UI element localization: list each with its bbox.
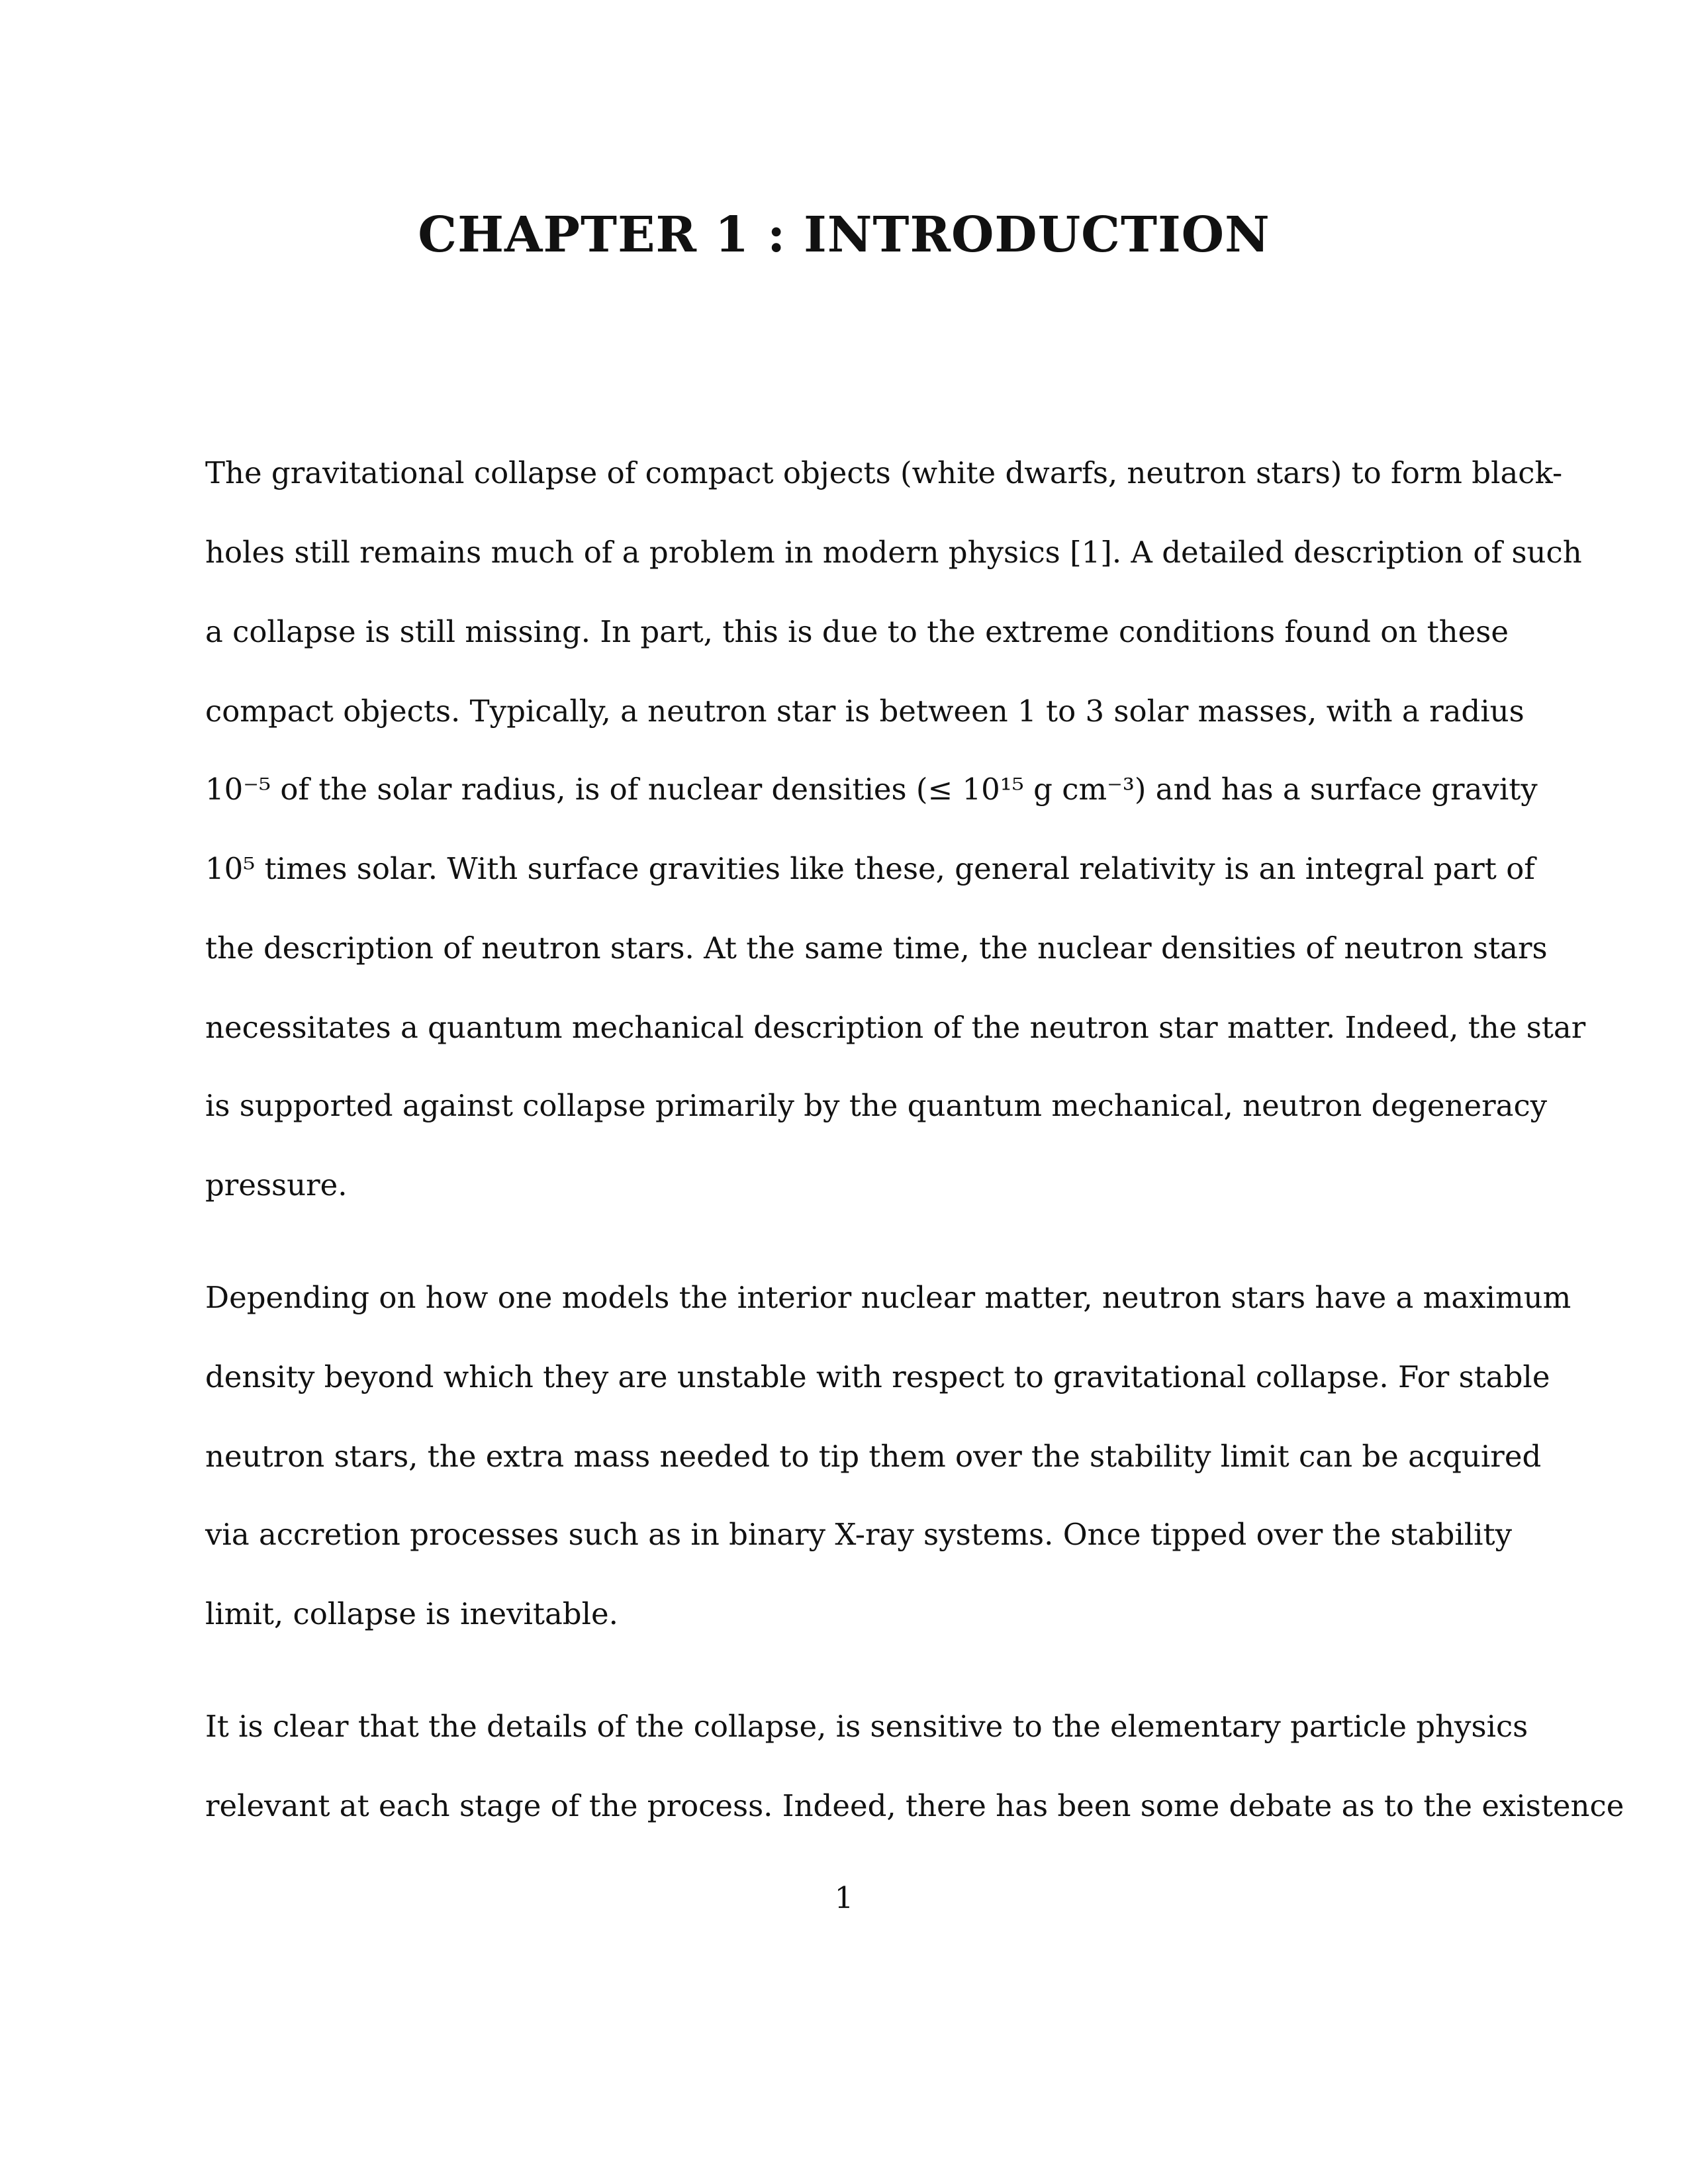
paragraph-line: holes still remains much of a problem in modern physics [1]. A detailed description of such [205,535,1582,570]
chapter-title: CHAPTER 1 : INTRODUCTION [418,206,1270,263]
page-number: 1 [834,1880,854,1915]
paragraph-line: The gravitational collapse of compact objects (white dwarfs, neutron stars) to form black- [205,455,1563,490]
paragraph-line: 10⁻⁵ of the solar radius, is of nuclear densities (≤ 10¹⁵ g cm⁻³) and has a surface gravity [205,772,1538,807]
paragraph-line: is supported against collapse primarily by the quantum mechanical, neutron degeneracy [205,1088,1548,1123]
paragraph-line: density beyond which they are unstable with respect to gravitational collapse. For stable [205,1359,1550,1394]
paragraph-line: limit, collapse is inevitable. [205,1596,618,1631]
paragraph-line: compact objects. Typically, a neutron star is between 1 to 3 solar masses, with a radius [205,694,1524,729]
paragraph-line: relevant at each stage of the process. Indeed, there has been some debate as to the existence [205,1788,1624,1823]
paragraph-line: Depending on how one models the interior nuclear matter, neutron stars have a maximum [205,1280,1571,1315]
paragraph-line: necessitates a quantum mechanical description of the neutron star matter. Indeed, the star [205,1010,1586,1045]
paragraph-line: 10⁵ times solar. With surface gravities like these, general relativity is an integral part of [205,851,1535,886]
paragraph-line: a collapse is still missing. In part, this is due to the extreme conditions found on these [205,614,1509,649]
paragraph-line: pressure. [205,1167,348,1203]
paragraph-line: the description of neutron stars. At the same time, the nuclear densities of neutron stars [205,931,1548,966]
paragraph-line: neutron stars, the extra mass needed to tip them over the stability limit can be acquired [205,1439,1542,1474]
paragraph-line: via accretion processes such as in binary X-ray systems. Once tipped over the stability [205,1517,1513,1552]
paragraph-line: It is clear that the details of the collapse, is sensitive to the elementary particle physics [205,1709,1528,1744]
